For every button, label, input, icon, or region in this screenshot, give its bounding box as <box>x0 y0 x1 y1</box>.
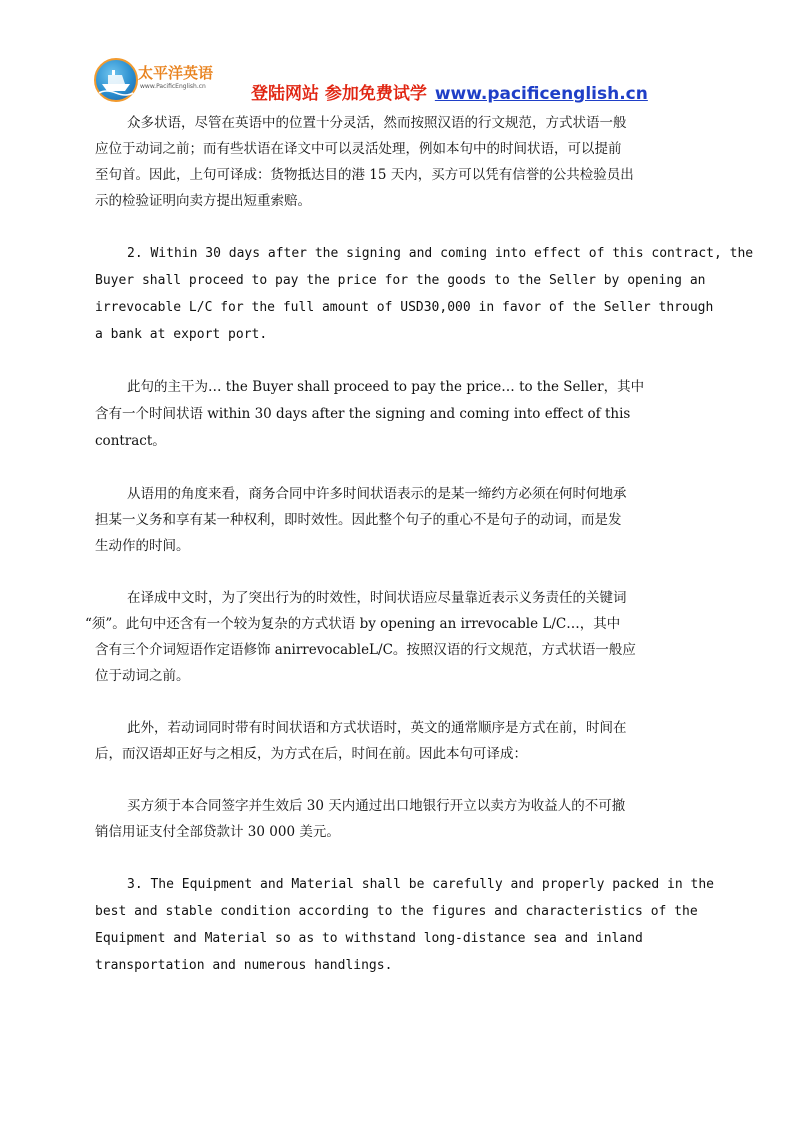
text-line: 位于动词之前。 <box>95 668 190 684</box>
paragraph <box>95 374 711 455</box>
promo-link[interactable]: www.pacificenglish.cn <box>434 84 648 104</box>
text-line: 买方须于本合同签字并生效后 30 天内通过出口地银行开立以卖方为收益人的不可撤 <box>127 798 626 814</box>
text-line: 销信用证支付全部贷款计 30 000 美元。 <box>95 824 340 840</box>
text-line: 众多状语，尽管在英语中的位置十分灵活，然而按照汉语的行文规范，方式状语一般 <box>127 115 627 131</box>
text-line: 3. The Equipment and Material shall be carefully and properly packed in the <box>127 877 714 892</box>
promo-banner <box>251 82 648 106</box>
text-line: 生动作的时间。 <box>95 538 190 554</box>
text-line: 此句的主干为… the Buyer shall proceed to pay the price… to the Seller，其中 <box>127 379 645 395</box>
text-line: contract。 <box>95 433 166 449</box>
text-line: 此外，若动词同时带有时间状语和方式状语时，英文的通常顺序是方式在前，时间在 <box>127 720 627 736</box>
promo-text: 登陆网站 参加免费试学 <box>251 84 427 104</box>
paragraph <box>95 110 711 214</box>
logo-title: 太平洋英语 <box>138 64 214 82</box>
text-line: 担某一义务和享有某一种权利，即时效性。因此整个句子的重心不是句子的动词，而是发 <box>95 512 622 528</box>
text-line: 2. Within 30 days after the signing and coming into effect of this contract, the <box>127 246 754 261</box>
text-line: Buyer shall proceed to pay the price for the goods to the Seller by opening an <box>95 273 706 288</box>
paragraph <box>95 715 711 767</box>
text-line: Equipment and Material so as to withstand long-distance sea and inland <box>95 931 643 946</box>
text-line: 含有三个介词短语作定语修饰 anirrevocableL/C。按照汉语的行文规范，方式状语一般应 <box>95 642 636 658</box>
paragraph <box>95 793 711 845</box>
text-line: 在译成中文时，为了突出行为的时效性，时间状语应尽量靠近表示义务责任的关键词 <box>127 590 627 606</box>
logo[interactable] <box>94 58 214 102</box>
text-line: a bank at export port. <box>95 327 268 342</box>
text-line: transportation and numerous handlings. <box>95 958 393 973</box>
paragraph <box>95 481 711 559</box>
paragraph <box>95 871 714 979</box>
paragraph <box>85 585 711 689</box>
text-line: 至句首。因此，上句可译成：货物抵达目的港 15 天内，买方可以凭有信誉的公共检验员出 <box>95 167 634 183</box>
paragraph <box>95 240 754 348</box>
text-line: 含有一个时间状语 within 30 days after the signing and coming into effect of this <box>95 406 631 422</box>
logo-url: www.PacificEnglish.cn <box>140 83 206 90</box>
logo-ship-icon <box>94 58 138 102</box>
document-body <box>85 110 754 1005</box>
page-header <box>0 0 794 110</box>
text-line: best and stable condition according to the figures and characteristics of the <box>95 904 698 919</box>
text-line: 从语用的角度来看，商务合同中许多时间状语表示的是某一缔约方必须在何时何地承 <box>127 486 627 502</box>
text-line: “须”。此句中还含有一个较为复杂的方式状语 by opening an irrevocable L/C…，其中 <box>85 616 621 632</box>
text-line: 示的检验证明向卖方提出短重索赔。 <box>95 193 311 209</box>
text-line: irrevocable L/C for the full amount of USD30,000 in favor of the Seller through <box>95 300 714 315</box>
text-line: 应位于动词之前；而有些状语在译文中可以灵活处理，例如本句中的时间状语，可以提前 <box>95 141 622 157</box>
text-line: 后，而汉语却正好与之相反，为方式在后，时间在前。因此本句可译成： <box>95 746 527 762</box>
